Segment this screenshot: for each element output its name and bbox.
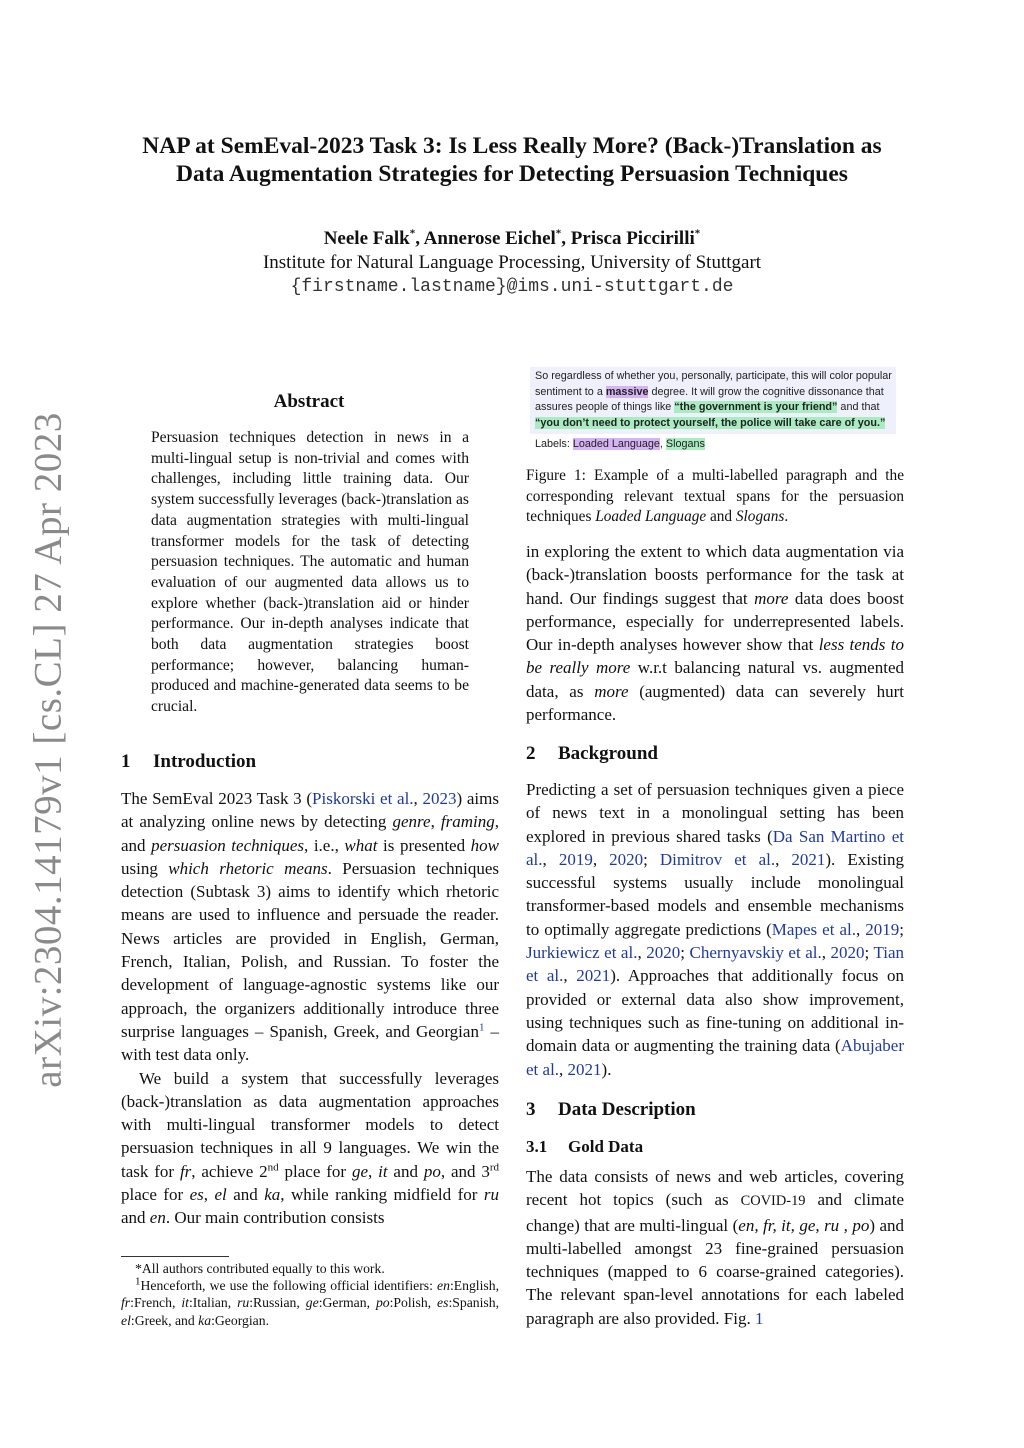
text-run: nd [267,1161,279,1174]
citation-link[interactable]: 2021 [791,849,826,869]
section-2-number: 2 [526,743,536,764]
text-run: ru [237,1295,250,1311]
section-1-number: 1 [121,751,131,772]
arxiv-stamp [0,0,80,1448]
text-run: how [470,835,499,855]
text-run: and [387,1161,424,1181]
text-run: Loaded Language [595,508,707,526]
author-1-mark: * [409,227,416,240]
text-run: po [375,1295,390,1311]
intro-paragraph-2 [121,1067,499,1230]
text-run: persuasion techniques [151,835,305,855]
section-2-title: Background [558,743,658,764]
text-run: el [121,1312,131,1328]
text-run: , and [121,812,500,855]
text-run: “the government is your friend” [674,401,838,413]
text-run: , [559,1059,568,1079]
section-2-heading [526,742,658,766]
text-run: Figure 1: Example of a multi-labelled paragraph and the corresponding relevant textual spans for the persuasion techniques [526,467,904,526]
text-run: ru [483,1185,500,1205]
text-run: , [367,1161,379,1181]
author-3: Prisca Piccirilli [570,228,695,249]
text-run: es [437,1295,449,1311]
text-run: and [706,508,736,526]
text-run: it [181,1295,189,1311]
text-run: The data consists of news and web articles, covering recent hot topics (such as [526,1167,904,1210]
text-run: and climate change) that are multi-lingual ( [526,1190,904,1235]
text-run: and [226,1185,265,1205]
text-run: it [378,1161,388,1181]
text-run: , achieve 2 [191,1161,268,1181]
section-1-title: Introduction [153,751,257,772]
intro-paragraph-1 [121,787,499,1067]
text-run: , [592,849,610,869]
text-run: ). Approaches that additionally focus on provided or external data also show improvement, using techniques such as fine-tuning on additional in-domain data or augmenting the training data ( [526,966,904,1056]
citation-link[interactable]: Dimitrov et al. [659,849,776,869]
text-run: , and 3 [440,1161,490,1181]
text-run: ge [305,1295,319,1311]
text-run: So regardless of whether you, personally, participate, this will color popular sentiment to a [535,370,892,398]
text-run: Henceforth, we use the following official identifiers: [140,1278,438,1294]
citation-link[interactable]: Piskorski et al. [312,789,414,808]
text-run: and that [837,401,880,413]
citation-link[interactable]: Da San Martino et al. [526,826,904,869]
author-2: Annerose Eichel [423,228,556,249]
text-run: using [121,858,169,878]
citation-link[interactable]: Mapes et al. [771,919,856,939]
text-run: 1 [135,1275,141,1288]
text-run: ; [899,919,905,939]
introduction-body [121,787,499,1230]
citation-link[interactable]: Jurkiewicz et al. [526,943,638,963]
section-3-heading [526,1098,696,1122]
text-run: en [149,1208,166,1228]
footnotes [121,1260,499,1329]
text-run: , [563,966,577,986]
text-run: . [784,508,789,526]
text-run: and [121,1208,150,1228]
text-run: , [430,812,441,832]
text-run: place for [278,1161,352,1181]
text-run: is presented [377,835,471,855]
text-run: We build a system that successfully leverages (back-)translation as data augmentation approaches with multi-lingual transformer models to detect persuasion techniques in all 9 languages. We win the task for [121,1068,499,1181]
citation-link[interactable]: 2021 [576,966,611,986]
label-slogans: Slogans [665,438,705,450]
text-run: po [423,1161,441,1181]
text-run: . Our main contribution consists [165,1208,385,1228]
abstract-heading: Abstract [273,391,345,412]
text-run: , [855,919,866,939]
text-run: fr [121,1295,131,1311]
citation-link[interactable]: 2023 [422,789,457,808]
text-run: , i.e., [304,835,345,855]
text-run: “you don’t need to protect yourself, the police will take care of you.” [535,416,886,429]
background-body [526,778,904,1081]
text-run: rd [489,1161,500,1174]
paper-title-line-2: Data Augmentation Strategies for Detecting Persuasion Techniques [176,161,848,187]
author-2-mark: * [555,227,562,240]
text-run: which rhetoric means [168,858,328,878]
text-run: :French, [130,1295,182,1311]
citation-link[interactable]: 1 [478,1021,485,1034]
citation-link[interactable]: Tian et al. [526,943,904,986]
author-sep-1: , [415,228,424,249]
author-3-mark: * [694,227,701,240]
label-loaded-language: Loaded Language [572,438,660,450]
figure-1-example [530,367,896,453]
text-run: degree. It will grow the cognitive dissonance that assures people of things like [535,385,884,413]
text-run: , [413,789,423,808]
text-run: in exploring the extent to which data augmentation via (back-)translation boosts performance for the task at hand. Our findings suggest that [526,542,904,608]
citation-link[interactable]: 2021 [567,1059,602,1079]
text-run: – with test data only. [121,1021,500,1065]
text-run: , [637,943,647,963]
citation-link[interactable]: Abujaber et al. [526,1036,904,1079]
section-3-number: 3 [526,1099,536,1120]
text-run: ge [351,1161,368,1181]
text-run: ka [198,1312,212,1328]
text-run: COVID-19 [740,1193,806,1210]
text-run: :English, [449,1278,499,1294]
text-run: w.r.t balancing natural vs. augmented data, as [526,658,904,701]
citation-link[interactable]: 1 [754,1308,764,1328]
author-email: {firstname.lastname}@ims.uni-stuttgart.de [290,277,734,297]
text-run: :Georgian. [211,1312,269,1328]
labels-prefix: Labels: [535,438,573,450]
paper-title-line-1: NAP at SemEval-2023 Task 3: Is Less Really More? (Back-)Translation as [142,133,882,159]
figure-1-labels [530,437,896,453]
text-run: :Russian, [249,1295,306,1311]
citation-link[interactable]: 2020 [609,849,644,869]
arxiv-identifier: arXiv:2304.14179v1 [cs.CL] 27 Apr 2023 [26,412,70,1088]
text-run: ) and multi-labelled amongst 23 fine-grained persuasion techniques (mapped to 6 coarse-grained categories). The relevant span-level annotations for each labeled paragraph are also provided. Fig. [526,1215,904,1328]
abstract-text: Persuasion techniques detection in news in a multi-lingual setup is non-trivial and comes with challenges, including little training data. Our system successfully leverages (back-)translation as data augmentation strategies with multi-lingual transformer models for the task of detecting persuasion techniques. The automatic and human evaluation of our augmented data allows us to explore whether (back-)translation aid or hinder performance. Our in-depth analyses indicate that both data augmentation strategies boost performance; however, balancing human-produced and machine-generated data seems to be crucial. [151,429,469,716]
text-run: ; [864,943,874,963]
text-run: data does boost performance, especially for underrepresented labels. Our in-depth analyses however show that [526,588,904,655]
affiliation: Institute for Natural Language Processing, University of Stuttgart [262,252,762,273]
text-run: massive [605,385,649,398]
citation-link[interactable]: Chernyavskiy et al. [689,943,822,963]
text-run: ; [643,849,660,869]
section-1-heading [121,750,256,774]
intro-continuation [526,540,904,726]
text-run: fr [179,1161,192,1181]
text-run: :Spanish, [448,1295,500,1311]
citation-link[interactable]: 2020 [830,943,865,963]
text-run: en [437,1278,450,1294]
text-run: en, fr, it, ge, ru , po [738,1215,870,1235]
text-run: what [344,835,378,855]
author-1: Neele Falk [323,228,410,249]
text-run: Predicting a set of persuasion techniques given a piece of news text in a monolingual setting has been explored in previous shared tasks ( [526,780,904,846]
subsection-3-1-heading [526,1136,643,1158]
text-run: , [542,849,559,869]
citation-link[interactable]: 2019 [558,849,593,869]
text-run: ka [264,1185,281,1205]
text-run: , [203,1185,215,1205]
text-run: Slogans [735,508,785,526]
author-sep-2: , [561,228,571,249]
text-run: ) aims at analyzing online news by detecting [121,789,499,832]
footnote-divider [121,1256,229,1257]
text-run: framing [440,812,495,832]
text-run: , [775,849,792,869]
footnote-equal-contribution: *All authors contributed equally to this work. [135,1261,385,1276]
text-run: es [189,1185,204,1205]
label-separator: , [659,438,666,450]
text-run: more [754,588,789,608]
text-run: ). [601,1059,612,1079]
text-run: . Persuasion techniques detection (Subtask 3) aims to identify which rhetoric means are used to influence and persuade the reader. News articles are provided in English, German, French, Italian, Polish, and Russian. To foster the development of language-agnostic systems like our approach, the organizers additionally introduce three surprise languages – Spanish, Greek, and Georgian [121,858,499,1041]
figure-1-caption [526,466,904,528]
citation-link[interactable]: 2019 [865,919,900,939]
text-run: , [821,943,831,963]
figure-1-paragraph [530,367,896,434]
text-run: genre [392,812,431,832]
text-run: The SemEval 2023 Task 3 ( [121,789,313,808]
text-run: :Greek, and [130,1312,199,1328]
text-run: more [594,681,629,701]
subsection-3-1-number: 3.1 [526,1137,548,1156]
footnote-1 [121,1277,499,1329]
text-run: (augmented) data can severely hurt performance. [526,681,904,725]
text-run: , while ranking midfield for [280,1185,484,1205]
subsection-3-1-title: Gold Data [568,1137,644,1156]
text-run: :Polish, [389,1295,438,1311]
text-run: less tends to be really more [526,635,904,678]
gold-data-body [526,1165,904,1330]
text-run: ). Existing successful systems usually include monolingual transformer-based models and ensemble mechanisms to optimally aggregate predictions ( [526,849,905,939]
citation-link[interactable]: 2020 [646,943,681,963]
text-run: ; [680,943,690,963]
text-run: el [214,1185,227,1205]
author-list [0,227,1024,251]
text-run: :German, [318,1295,376,1311]
text-run: place for [121,1185,190,1205]
section-3-title: Data Description [558,1099,696,1120]
text-run: :Italian, [188,1295,238,1311]
